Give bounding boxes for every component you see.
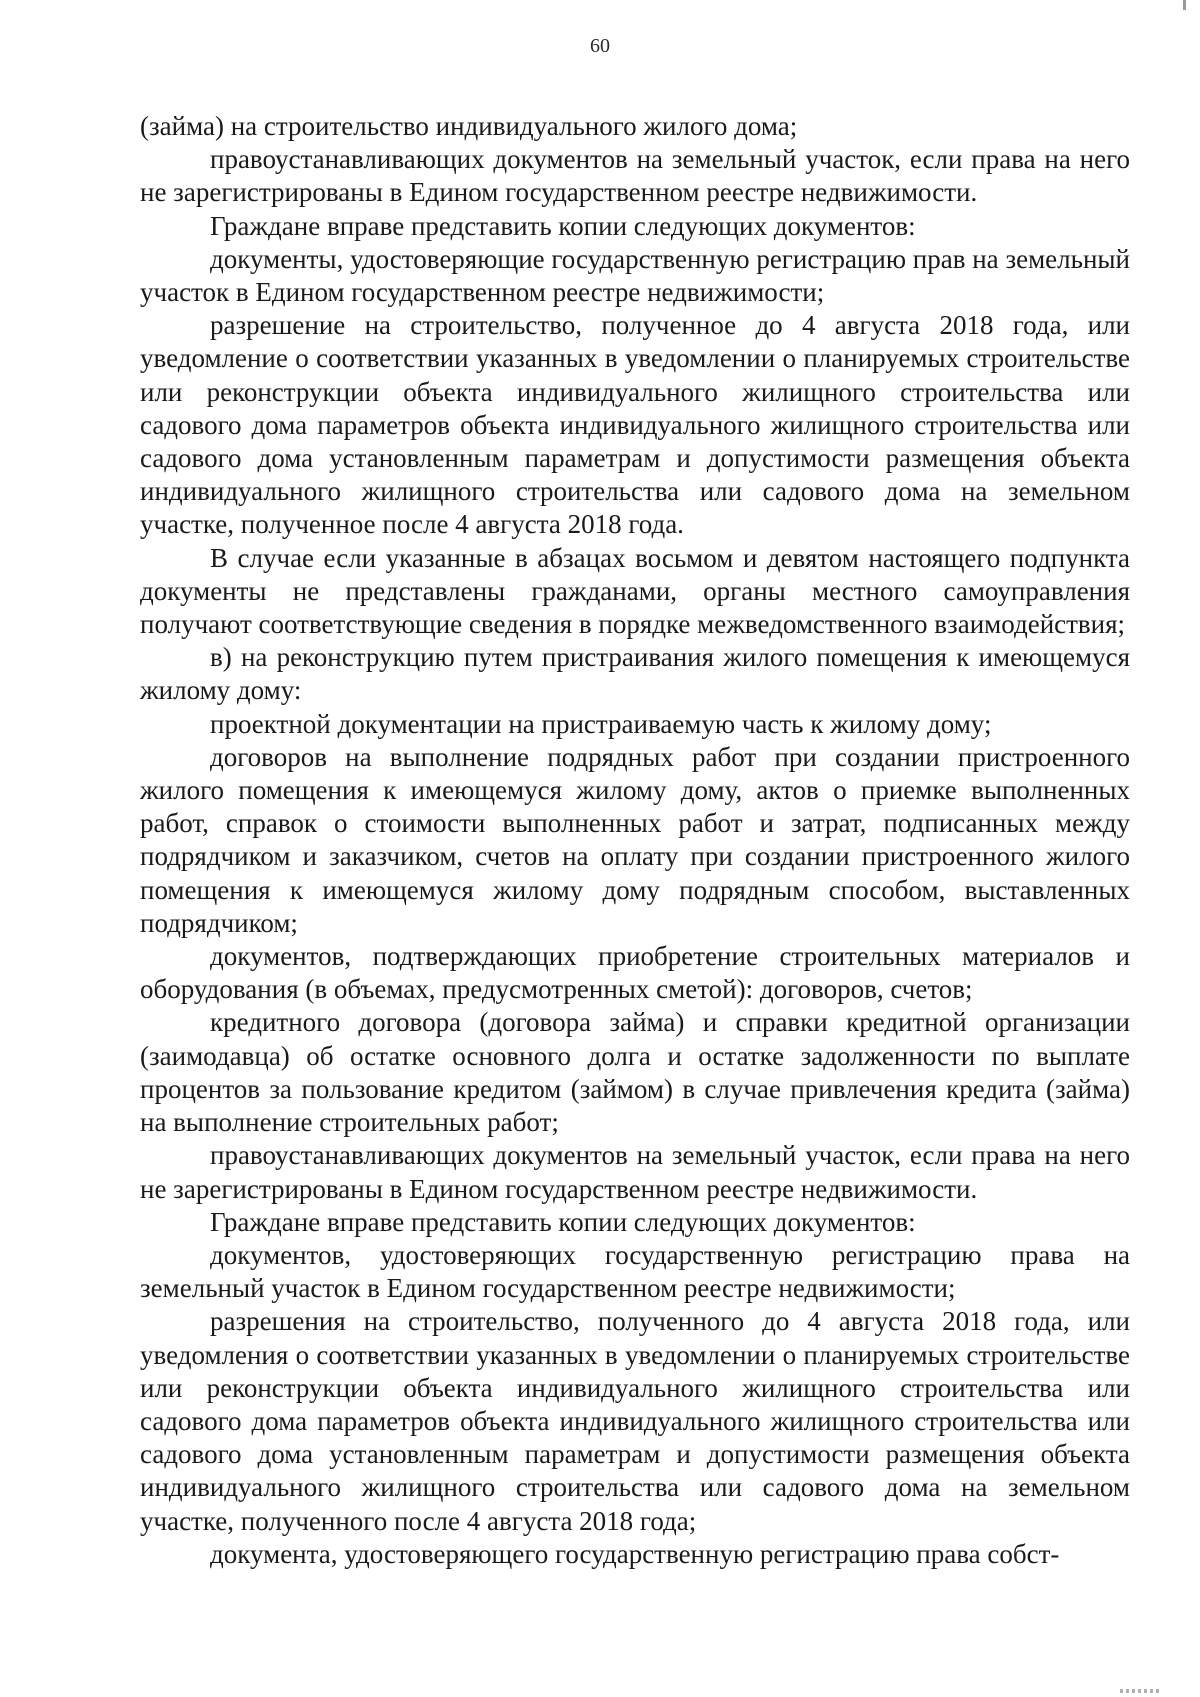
paragraph-7: в) на реконструкцию путем пристраивания жилого помещения к имеющемуся жилому дому: (140, 642, 1130, 706)
document-body (140, 110, 1130, 1571)
paragraph-4: документы, удостоверяющие государственную регистрацию прав на земельный участок в Едином государственном реестре недвижимости; (140, 243, 1130, 308)
paragraph-10: документов, подтверждающих приобретение строительных материалов и оборудования (в объемах, предусмотренных сметой): договоров, счетов; (140, 941, 1130, 1005)
paragraph-5: разрешение на строительство, полученное до 4 августа 2018 года, или уведомление о соответствии указанных в уведомлении о планируемых строительстве или реконструкции объекта индивидуального жилищного строительства или садового дома параметров объекта индивидуального жилищного строительства или садового дома установленным параметрам и допустимости размещения объекта индивидуального жилищного строительства или садового дома на земельном участке, полученное после 4 августа 2018 года. (140, 310, 1130, 540)
paragraph-15: разрешения на строительство, полученного до 4 августа 2018 года, или уведомления о соответствии указанных в уведомлении о планируемых строительстве или реконструкции объекта индивидуального жилищного строительства или садового дома параметров объекта индивидуального жилищного строительства или садового дома установленным параметрам и допустимости размещения объекта индивидуального жилищного строительства или садового дома на земельном участке, полученного после 4 августа 2018 года; (140, 1306, 1130, 1536)
paragraph-13: Граждане вправе представить копии следующих документов: (210, 1206, 916, 1237)
paragraph-9: договоров на выполнение подрядных работ при создании пристроенного жилого помещения к имеющемуся жилому дому, актов о приемке выполненных работ, справок о стоимости выполненных работ и затрат, подписанных между подрядчиком и заказчиком, счетов на оплату при создании пристроенного жилого помещения к имеющемуся жилому дому подрядным способом, выставленных подрядчиком; (140, 741, 1130, 938)
paragraph-12: правоустанавливающих документов на земельный участок, если права на него не зарегистрированы в Едином государственном реестре недвижимости. (140, 1140, 1130, 1204)
paragraph-8: проектной документации на пристраиваемую часть к жилому дому; (210, 708, 992, 739)
paragraph-3: Граждане вправе представить копии следующих документов: (210, 210, 916, 241)
paragraph-11: кредитного договора (договора займа) и справки кредитной организации (заимодавца) об остатке основного долга и остатке задолженности по выплате процентов за пользование кредитом (займом) в случае привлечения кредита (займа) на выполнение строительных работ; (140, 1007, 1130, 1138)
paragraph-1: (займа) на строительство индивидуального жилого дома; (140, 111, 798, 141)
paragraph-2: правоустанавливающих документов на земельный участок, если права на него не зарегистрированы в Едином государственном реестре недвижимости. (140, 144, 1130, 208)
page-number: 60 (590, 35, 610, 57)
paragraph-14: документов, удостоверяющих государственную регистрацию права на земельный участок в Едином государственном реестре недвижимости; (140, 1239, 1130, 1304)
scan-artifact-mark (1183, 0, 1186, 10)
scan-artifact-mark-bottom (1120, 1689, 1160, 1693)
paragraph-6: В случае если указанные в абзацах восьмом и девятом настоящего подпункта документы не представлены гражданами, органы местного самоуправления получают соответствующие сведения в порядке межведомственного взаимодействия; (140, 542, 1130, 640)
paragraph-16: документа, удостоверяющего государственную регистрацию права собст- (210, 1538, 1060, 1569)
